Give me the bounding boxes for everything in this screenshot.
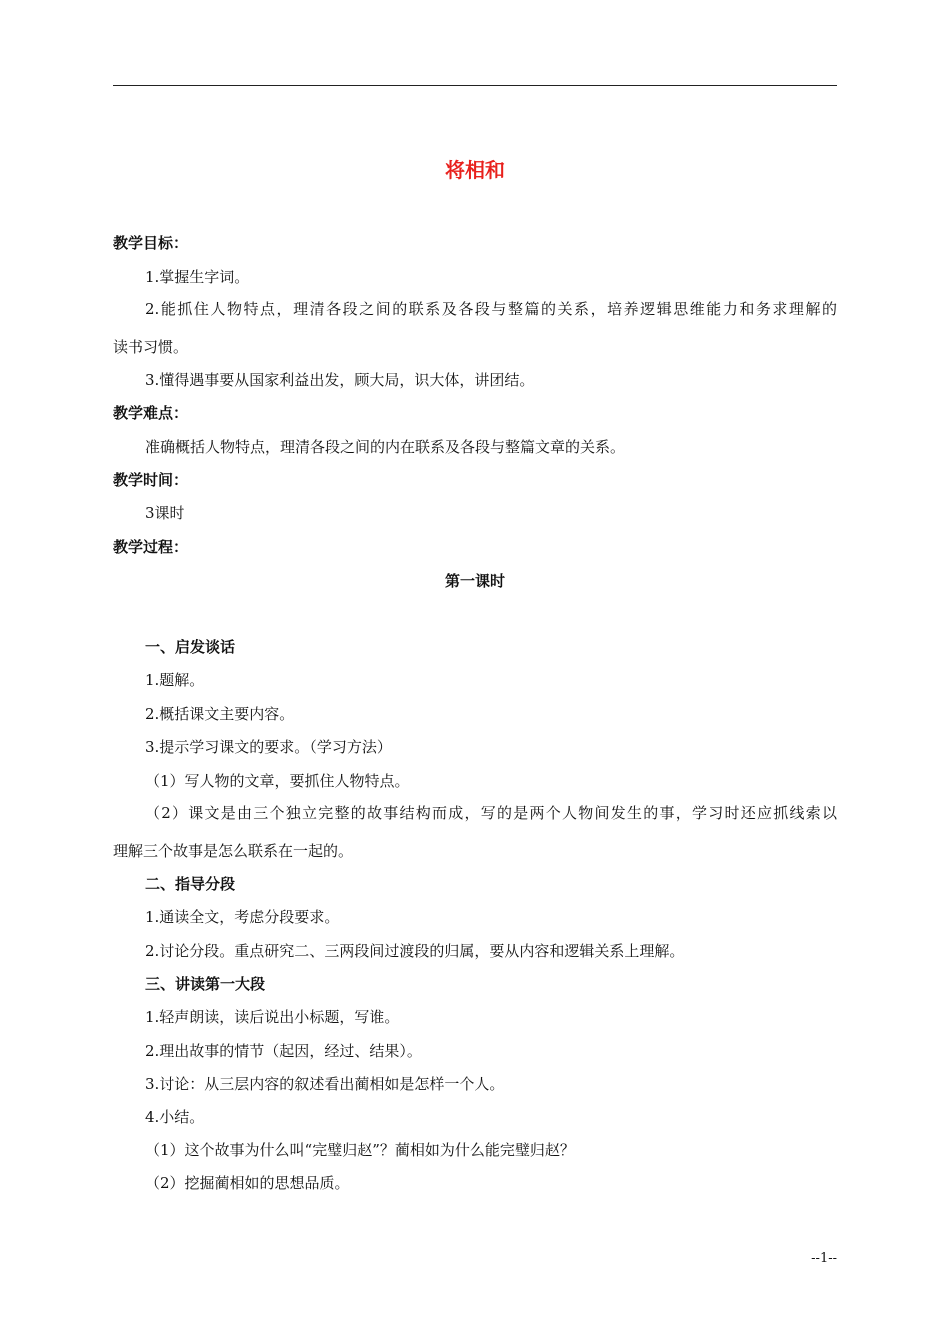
page-number: --1-- [811,1251,837,1266]
section1-item-5-continued: 理解三个故事是怎么联系在一起的。 [113,842,354,860]
goals-item-2-continued: 读书习惯。 [113,338,189,356]
section3-item-3: 3.讨论：从三层内容的叙述看出蔺相如是怎样一个人。 [145,1075,505,1093]
section1-item-3: 3.提示学习课文的要求。（学习方法） [145,738,392,756]
process-heading: 教学过程： [113,538,189,556]
section3-item-2: 2.理出故事的情节（起因，经过、结果）。 [145,1042,422,1060]
time-heading: 教学时间： [113,471,189,489]
section1-item-4: （1）写人物的文章，要抓住人物特点。 [145,772,410,790]
goals-item-2: 2.能抓住人物特点，理清各段之间的联系及各段与整篇的关系，培养逻辑思维能力和务求理解的 [145,300,837,318]
lesson-title: 第一课时 [444,572,505,590]
section1-item-2: 2.概括课文主要内容。 [145,705,295,723]
time-text: 3课时 [145,504,185,522]
difficulty-heading: 教学难点： [113,404,189,422]
section3-item-4: 4.小结。 [145,1108,205,1126]
section1-item-5: （2）课文是由三个独立完整的故事结构而成，写的是两个人物间发生的事，学习时还应抓线索以 [145,804,837,822]
document-title: 将相和 [445,158,505,182]
section2-item-1: 1.通读全文，考虑分段要求。 [145,908,340,926]
section3-item-5: （1）这个故事为什么叫“完璧归赵”？蔺相如为什么能完璧归赵？ [145,1141,575,1159]
section3-heading: 三、讲读第一大段 [145,975,266,993]
section2-heading: 二、指导分段 [145,875,236,893]
section2-item-2: 2.讨论分段。重点研究二、三两段间过渡段的归属，要从内容和逻辑关系上理解。 [145,942,685,960]
section3-item-1: 1.轻声朗读，读后说出小标题，写谁。 [145,1008,400,1026]
goals-item-3: 3.懂得遇事要从国家利益出发，顾大局，识大体，讲团结。 [145,371,535,389]
section3-item-6: （2）挖掘蔺相如的思想品质。 [145,1174,350,1192]
section1-item-1: 1.题解。 [145,671,205,689]
goals-heading: 教学目标： [113,234,189,252]
section1-heading: 一、启发谈话 [145,638,236,656]
difficulty-text: 准确概括人物特点，理清各段之间的内在联系及各段与整篇文章的关系。 [145,438,626,456]
header-rule [113,85,837,86]
goals-item-1: 1.掌握生字词。 [145,268,250,286]
